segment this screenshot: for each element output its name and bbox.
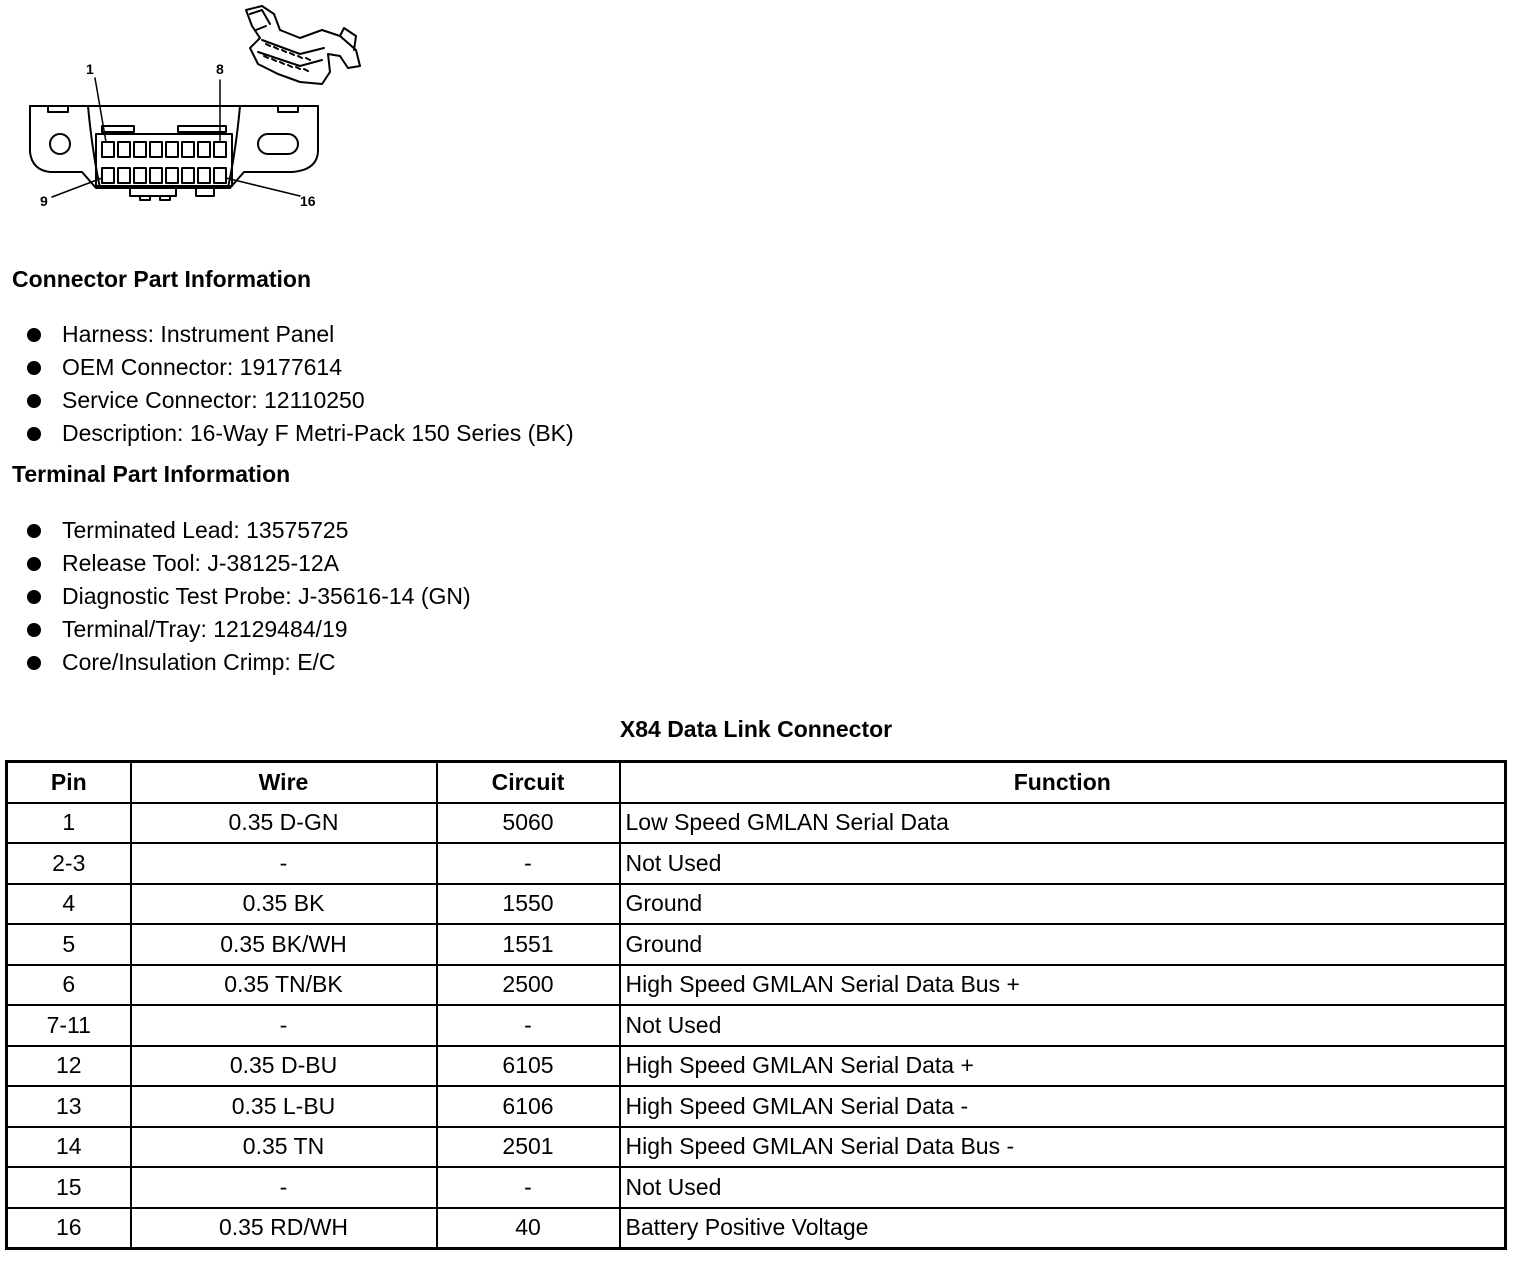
- table-row: [7, 803, 1506, 844]
- list-item-text: Terminated Lead: 13575725: [62, 517, 349, 543]
- cell-wire: -: [131, 1005, 437, 1046]
- list-item: [27, 318, 574, 351]
- cell-circuit: 6106: [437, 1086, 620, 1127]
- table-row: [7, 1167, 1506, 1208]
- pin-label-1: 1: [86, 61, 94, 77]
- bullet-icon: [27, 427, 41, 441]
- cell-function: Not Used: [620, 1005, 1506, 1046]
- table-row: [7, 924, 1506, 965]
- pin-table: [5, 760, 1507, 1250]
- list-item: [27, 384, 574, 417]
- table-row: [7, 1208, 1506, 1249]
- connector-front-view: [30, 106, 318, 200]
- bullet-icon: [27, 394, 41, 408]
- cell-wire: 0.35 BK: [131, 884, 437, 925]
- list-item-text: Release Tool: J-38125-12A: [62, 550, 340, 576]
- cell-wire: 0.35 RD/WH: [131, 1208, 437, 1249]
- cell-pin: 1: [7, 803, 131, 844]
- cell-function: Not Used: [620, 843, 1506, 884]
- cell-circuit: 1550: [437, 884, 620, 925]
- connector-diagram: [0, 0, 380, 220]
- connector-part-info-list: [27, 318, 574, 450]
- pin-row-top: [102, 142, 226, 157]
- table-header-row: [7, 762, 1506, 803]
- pin-label-16: 16: [300, 193, 316, 209]
- list-item-text: Core/Insulation Crimp: E/C: [62, 649, 336, 675]
- cell-wire: -: [131, 843, 437, 884]
- pin-row-bottom: [102, 168, 226, 183]
- cell-function: High Speed GMLAN Serial Data Bus +: [620, 965, 1506, 1006]
- cell-function: Battery Positive Voltage: [620, 1208, 1506, 1249]
- cell-circuit: -: [437, 1005, 620, 1046]
- cell-pin: 15: [7, 1167, 131, 1208]
- cell-circuit: 40: [437, 1208, 620, 1249]
- table-row: [7, 843, 1506, 884]
- cell-function: Low Speed GMLAN Serial Data: [620, 803, 1506, 844]
- bullet-icon: [27, 590, 41, 604]
- table-row: [7, 1127, 1506, 1168]
- bullet-icon: [27, 656, 41, 670]
- connector-isometric-view: [246, 6, 360, 84]
- cell-function: Ground: [620, 924, 1506, 965]
- list-item: [27, 580, 471, 613]
- cell-circuit: -: [437, 1167, 620, 1208]
- bullet-icon: [27, 623, 41, 637]
- list-item: [27, 514, 471, 547]
- cell-pin: 7-11: [7, 1005, 131, 1046]
- cell-wire: 0.35 D-BU: [131, 1046, 437, 1087]
- bullet-icon: [27, 557, 41, 571]
- cell-circuit: 6105: [437, 1046, 620, 1087]
- list-item-text: Service Connector: 12110250: [62, 387, 365, 413]
- bullet-icon: [27, 328, 41, 342]
- bullet-icon: [27, 524, 41, 538]
- cell-pin: 16: [7, 1208, 131, 1249]
- cell-circuit: 2501: [437, 1127, 620, 1168]
- list-item-text: Harness: Instrument Panel: [62, 321, 335, 347]
- table-title: X84 Data Link Connector: [619, 716, 893, 742]
- cell-function: High Speed GMLAN Serial Data Bus -: [620, 1127, 1506, 1168]
- cell-function: High Speed GMLAN Serial Data -: [620, 1086, 1506, 1127]
- cell-function: High Speed GMLAN Serial Data +: [620, 1046, 1506, 1087]
- cell-wire: -: [131, 1167, 437, 1208]
- table-row: [7, 1046, 1506, 1087]
- header-pin: Pin: [7, 762, 131, 803]
- list-item-text: Description: 16-Way F Metri-Pack 150 Series (BK): [62, 420, 574, 446]
- list-item: [27, 417, 574, 450]
- cell-circuit: 1551: [437, 924, 620, 965]
- cell-function: Ground: [620, 884, 1506, 925]
- cell-pin: 2-3: [7, 843, 131, 884]
- cell-function: Not Used: [620, 1167, 1506, 1208]
- list-item: [27, 351, 574, 384]
- terminal-part-info-list: [27, 514, 471, 679]
- list-item: [27, 646, 471, 679]
- cell-circuit: -: [437, 843, 620, 884]
- connector-part-info-title: Connector Part Information: [12, 266, 312, 292]
- header-circuit: Circuit: [437, 762, 620, 803]
- table-row: [7, 1005, 1506, 1046]
- cell-circuit: 2500: [437, 965, 620, 1006]
- connector-drawing: [0, 0, 380, 220]
- terminal-part-info-title: Terminal Part Information: [12, 461, 291, 487]
- header-function: Function: [620, 762, 1506, 803]
- cell-circuit: 5060: [437, 803, 620, 844]
- list-item-text: Diagnostic Test Probe: J-35616-14 (GN): [62, 583, 471, 609]
- table-row: [7, 965, 1506, 1006]
- table-row: [7, 884, 1506, 925]
- cell-wire: 0.35 D-GN: [131, 803, 437, 844]
- bullet-icon: [27, 361, 41, 375]
- cell-pin: 12: [7, 1046, 131, 1087]
- pin-label-8: 8: [216, 61, 224, 77]
- cell-pin: 13: [7, 1086, 131, 1127]
- cell-pin: 14: [7, 1127, 131, 1168]
- list-item-text: OEM Connector: 19177614: [62, 354, 343, 380]
- cell-pin: 6: [7, 965, 131, 1006]
- table-row: [7, 1086, 1506, 1127]
- pin-label-9: 9: [40, 193, 48, 209]
- list-item-text: Terminal/Tray: 12129484/19: [62, 616, 348, 642]
- cell-wire: 0.35 TN/BK: [131, 965, 437, 1006]
- list-item: [27, 547, 471, 580]
- cell-wire: 0.35 L-BU: [131, 1086, 437, 1127]
- cell-wire: 0.35 TN: [131, 1127, 437, 1168]
- header-wire: Wire: [131, 762, 437, 803]
- cell-pin: 5: [7, 924, 131, 965]
- cell-pin: 4: [7, 884, 131, 925]
- cell-wire: 0.35 BK/WH: [131, 924, 437, 965]
- list-item: [27, 613, 471, 646]
